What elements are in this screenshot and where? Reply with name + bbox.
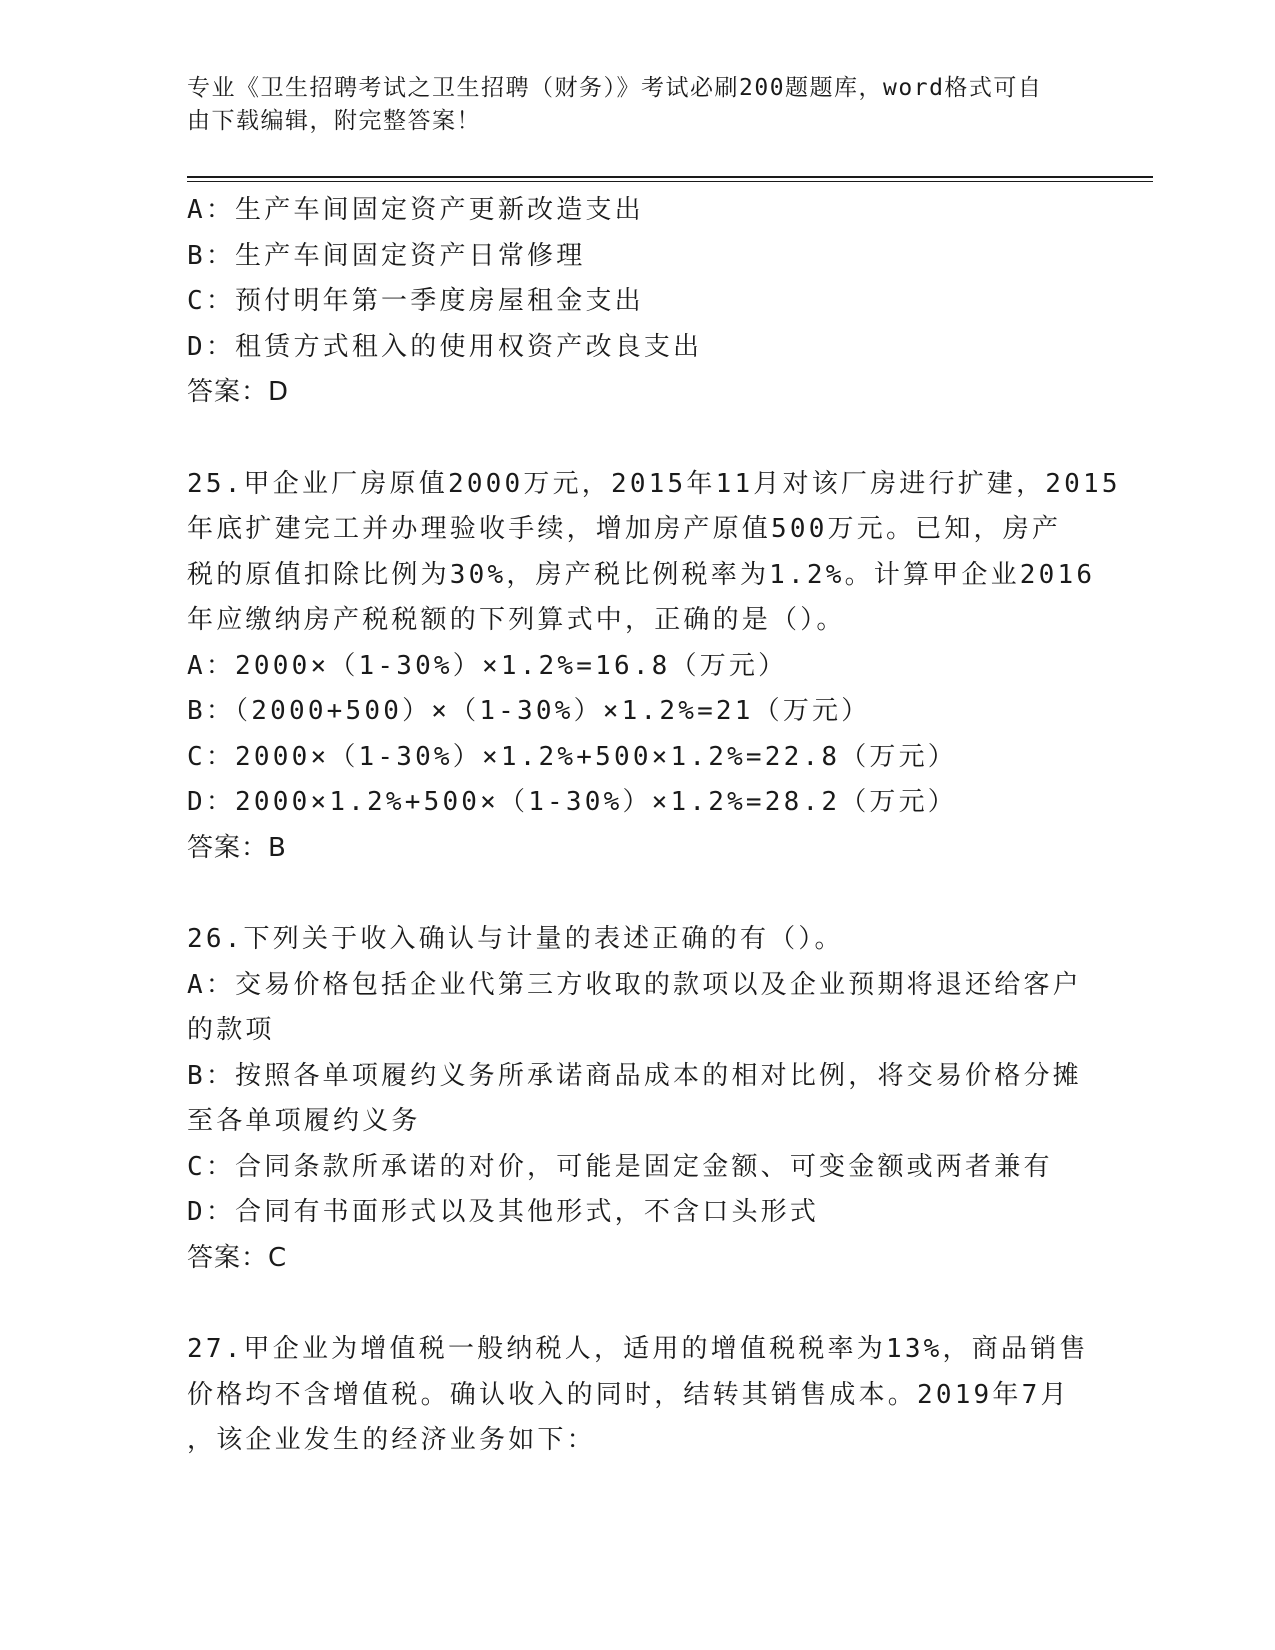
option-b-line-1: B：按照各单项履约义务所承诺商品成本的相对比例，将交易价格分摊: [187, 1060, 1082, 1091]
header-line-2: 由下载编辑，附完整答案！: [187, 108, 481, 134]
answer: 答案：D: [187, 377, 290, 407]
question-stem-line-2: 价格均不含增值税。确认收入的同时，结转其销售成本。2019年7月: [187, 1379, 1070, 1410]
document-body: [187, 188, 1121, 1464]
option-c: C：2000×（1-30%）×1.2%+500×1.2%=22.8（万元）: [187, 741, 957, 772]
question-stem-line-1: 25.甲企业厂房原值2000万元，2015年11月对该厂房进行扩建，2015: [187, 468, 1121, 499]
question-24: [187, 188, 1087, 416]
question-stem-line-1: 27.甲企业为增值税一般纳税人，适用的增值税税率为13%，商品销售: [187, 1334, 1089, 1364]
option-c: C：合同条款所承诺的对价，可能是固定金额、可变金额或两者兼有: [187, 1151, 1053, 1182]
option-d: D：合同有书面形式以及其他形式，不含口头形式: [187, 1197, 820, 1227]
option-b: B：（2000+500）×（1-30%）×1.2%=21（万元）: [187, 696, 871, 726]
question-stem-line-2: 年底扩建完工并办理验收手续，增加房产原值500万元。已知，房产: [187, 514, 1062, 544]
question-stem-line-4: 年应缴纳房产税税额的下列算式中，正确的是（）。: [187, 605, 846, 635]
question-27: [187, 1327, 1087, 1464]
option-a: A：生产车间固定资产更新改造支出: [187, 195, 644, 225]
spacer: [187, 1281, 1087, 1327]
header-rule-thick: [187, 176, 1153, 178]
option-c: C：预付明年第一季度房屋租金支出: [187, 286, 644, 316]
question-stem-line-3: ，该企业发生的经济业务如下：: [187, 1425, 596, 1455]
question-stem-line-1: 26.下列关于收入确认与计量的表述正确的有（）。: [187, 924, 844, 954]
answer: 答案：C: [187, 1242, 288, 1273]
header-line-1: 专业《卫生招聘考试之卫生招聘（财务）》考试必刷200题题库，word格式可自: [187, 75, 1043, 101]
option-d: D：租赁方式租入的使用权资产改良支出: [187, 331, 703, 362]
spacer: [187, 871, 1087, 917]
option-a-line-1: A：交易价格包括企业代第三方收取的款项以及企业预期将退还给客户: [187, 969, 1082, 1000]
option-a-line-2: 的款项: [187, 1015, 275, 1045]
option-b-line-2: 至各单项履约义务: [187, 1106, 421, 1136]
document-header: [187, 72, 1067, 138]
question-stem-line-3: 税的原值扣除比例为30%，房产税比例税率为1.2%。计算甲企业2016: [187, 559, 1096, 590]
option-d: D：2000×1.2%+500×（1-30%）×1.2%=28.2（万元）: [187, 787, 957, 817]
question-26: [187, 917, 1087, 1281]
question-25: [187, 462, 1121, 872]
answer: 答案：B: [187, 832, 287, 863]
option-b: B：生产车间固定资产日常修理: [187, 240, 586, 271]
header-rule-thin: [187, 181, 1153, 182]
option-a: A：2000×（1-30%）×1.2%=16.8（万元）: [187, 650, 788, 681]
spacer: [187, 416, 1087, 462]
